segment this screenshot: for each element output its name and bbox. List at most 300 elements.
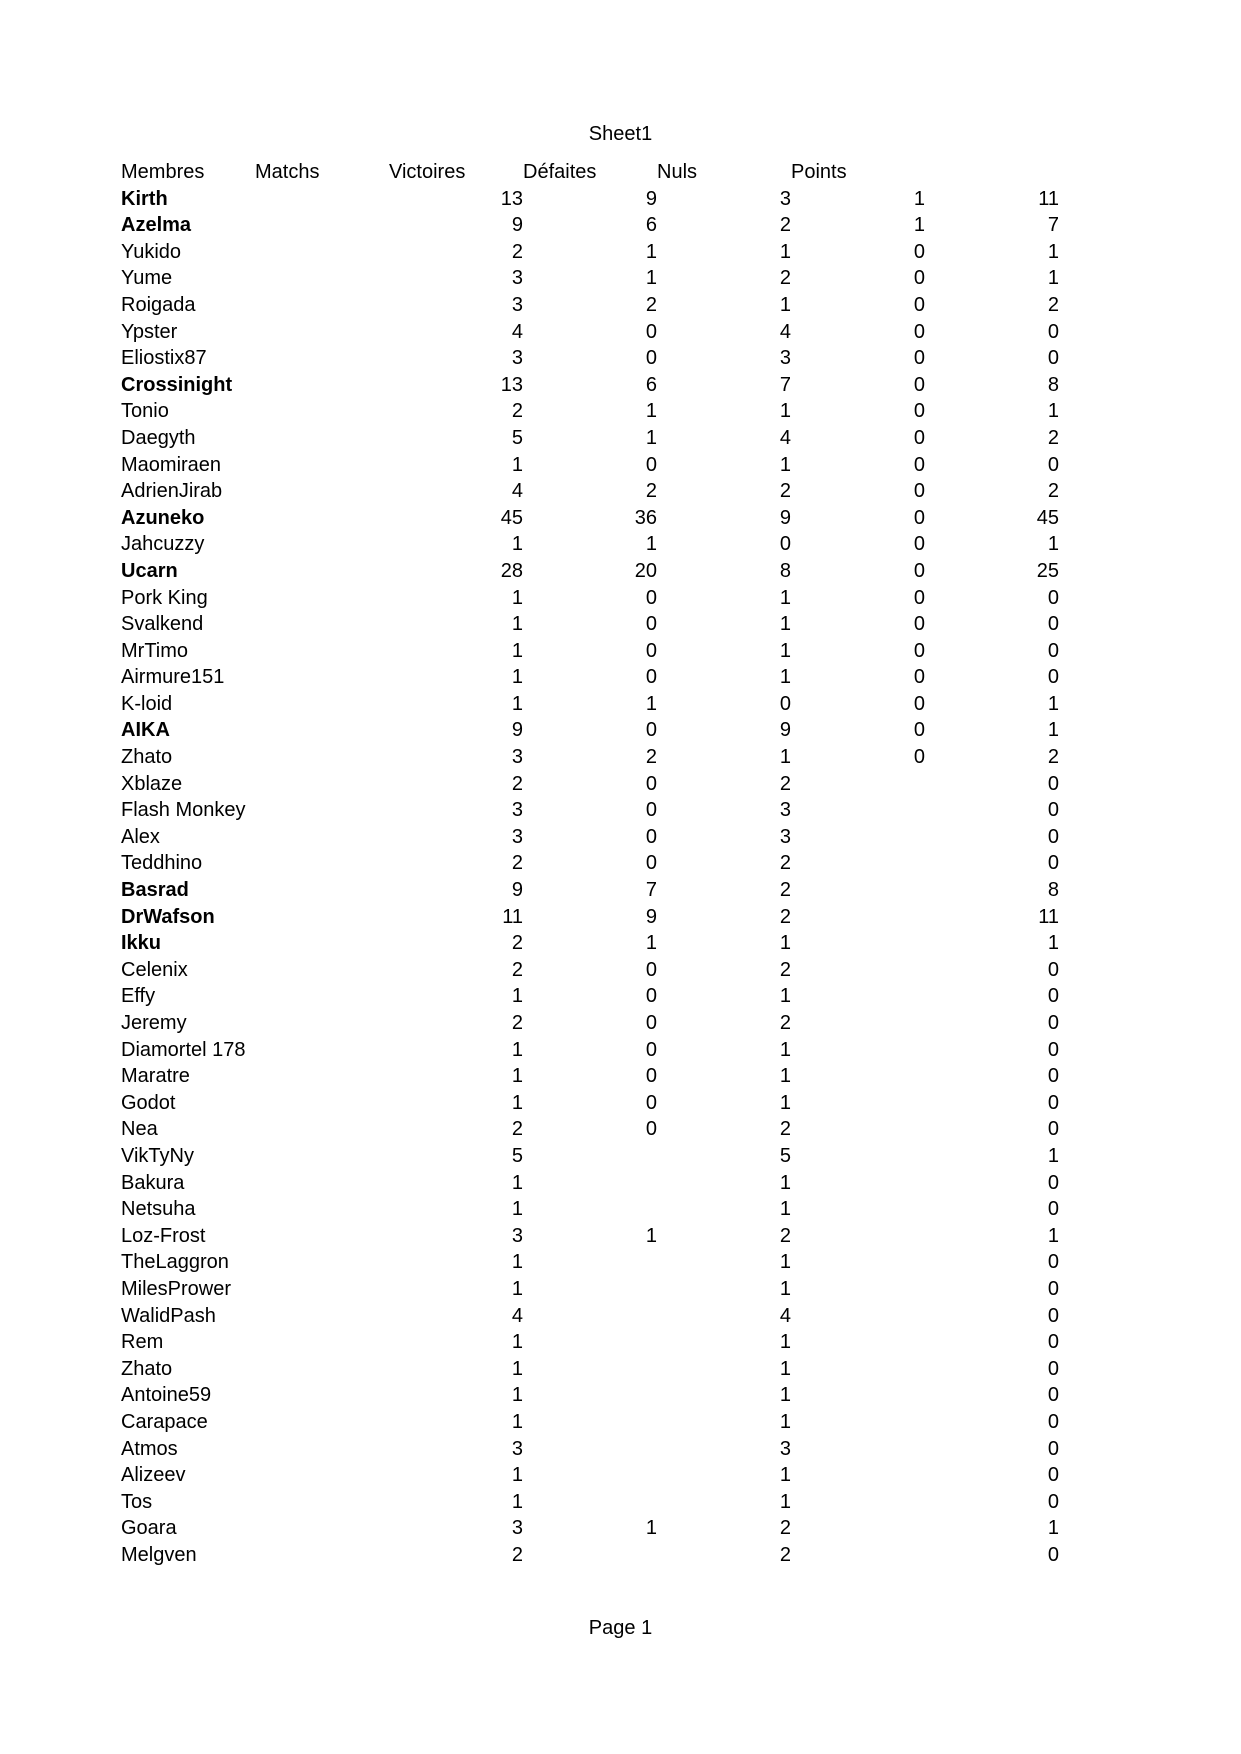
table-row: [121, 1170, 1059, 1197]
defaites-value: 1: [779, 1384, 791, 1407]
table-row: [121, 425, 1059, 452]
victoires-value: [523, 1436, 657, 1463]
member-name: Kirth: [121, 187, 168, 210]
empty-cell: [255, 638, 389, 665]
points-value: 0: [1047, 1277, 1059, 1300]
matchs-value: 1: [511, 1331, 523, 1354]
defaites-value: 1: [779, 1065, 791, 1088]
victoires-value: 1: [645, 692, 657, 715]
member-name: Bakura: [121, 1171, 185, 1194]
matchs-value: 3: [511, 293, 523, 316]
nuls-value: [791, 877, 925, 904]
points-value: 45: [1036, 506, 1059, 529]
table-row: [121, 664, 1059, 691]
matchs-value: 13: [500, 187, 523, 210]
empty-cell: [255, 850, 389, 877]
points-value: 1: [1047, 692, 1059, 715]
nuls-value: 0: [913, 347, 925, 370]
matchs-value: 13: [500, 373, 523, 396]
nuls-value: 0: [913, 719, 925, 742]
table-row: [121, 1409, 1059, 1436]
defaites-value: 1: [779, 586, 791, 609]
defaites-value: 9: [779, 506, 791, 529]
member-name: Flash Monkey: [121, 799, 246, 822]
table-row: [121, 239, 1059, 266]
nuls-value: [791, 1515, 925, 1542]
defaites-value: 1: [779, 1464, 791, 1487]
empty-cell: [255, 691, 389, 718]
table-row: [121, 398, 1059, 425]
nuls-value: [791, 824, 925, 851]
points-value: 0: [1047, 1357, 1059, 1380]
victoires-value: 20: [634, 559, 657, 582]
points-value: 0: [1047, 1464, 1059, 1487]
matchs-value: 5: [511, 1144, 523, 1167]
empty-cell: [255, 372, 389, 399]
member-name: Netsuha: [121, 1198, 196, 1221]
matchs-value: 3: [511, 347, 523, 370]
nuls-value: [791, 1329, 925, 1356]
empty-cell: [255, 930, 389, 957]
empty-cell: [255, 319, 389, 346]
nuls-value: [791, 1223, 925, 1250]
nuls-value: 0: [913, 293, 925, 316]
defaites-value: 1: [779, 240, 791, 263]
member-name: Yukido: [121, 240, 182, 263]
empty-cell: [255, 292, 389, 319]
matchs-value: 1: [511, 692, 523, 715]
matchs-value: 1: [511, 1490, 523, 1513]
nuls-value: 0: [913, 240, 925, 263]
nuls-value: [791, 983, 925, 1010]
matchs-value: 1: [511, 1277, 523, 1300]
table-row: [121, 904, 1059, 931]
points-value: 2: [1047, 293, 1059, 316]
points-value: 7: [1047, 214, 1059, 237]
points-value: 1: [1047, 267, 1059, 290]
points-value: 0: [1047, 453, 1059, 476]
points-value: 0: [1047, 958, 1059, 981]
nuls-value: 0: [913, 320, 925, 343]
points-value: 0: [1047, 772, 1059, 795]
victoires-value: [523, 1409, 657, 1436]
defaites-value: 1: [779, 1171, 791, 1194]
member-name: Maomiraen: [121, 453, 222, 476]
defaites-value: 1: [779, 1357, 791, 1380]
nuls-value: [791, 1462, 925, 1489]
points-value: 0: [1047, 1118, 1059, 1141]
member-name: DrWafson: [121, 905, 215, 928]
victoires-value: 1: [645, 1517, 657, 1540]
member-name: Jeremy: [121, 1012, 187, 1034]
matchs-value: 3: [511, 1437, 523, 1460]
empty-cell: [255, 1462, 389, 1489]
nuls-value: [791, 1436, 925, 1463]
points-value: 0: [1047, 852, 1059, 875]
member-name: AdrienJirab: [121, 480, 223, 503]
member-name: Azuneko: [121, 506, 205, 529]
points-value: 2: [1047, 480, 1059, 503]
table-row: [121, 824, 1059, 851]
victoires-value: [523, 1382, 657, 1409]
table-row: [121, 452, 1059, 479]
nuls-value: [791, 1303, 925, 1330]
member-name: Eliostix87: [121, 347, 207, 370]
nuls-value: [791, 797, 925, 824]
empty-cell: [255, 1436, 389, 1463]
defaites-value: 0: [779, 692, 791, 715]
victoires-value: [523, 1329, 657, 1356]
table-row: [121, 1489, 1059, 1516]
member-name: Atmos: [121, 1437, 178, 1460]
victoires-value: [523, 1303, 657, 1330]
defaites-value: 3: [779, 1437, 791, 1460]
member-name: Crossinight: [121, 373, 233, 396]
empty-cell: [255, 664, 389, 691]
defaites-value: 2: [779, 1543, 791, 1566]
victoires-value: 0: [645, 1065, 657, 1088]
victoires-value: [523, 1542, 657, 1569]
victoires-value: 0: [645, 772, 657, 795]
member-name: Yume: [121, 267, 173, 290]
defaites-value: 4: [779, 320, 791, 343]
table-row: [121, 797, 1059, 824]
member-name: Xblaze: [121, 772, 183, 795]
defaites-value: 2: [779, 958, 791, 981]
empty-cell: [255, 212, 389, 239]
matchs-value: 1: [511, 453, 523, 476]
matchs-value: 3: [511, 1517, 523, 1540]
matchs-value: 1: [511, 1464, 523, 1487]
points-value: 0: [1047, 1384, 1059, 1407]
empty-cell: [255, 505, 389, 532]
member-name: Carapace: [121, 1410, 208, 1433]
matchs-value: 3: [511, 1224, 523, 1247]
victoires-value: 1: [645, 240, 657, 263]
matchs-value: 1: [511, 586, 523, 609]
nuls-value: 0: [913, 533, 925, 556]
header-points: Points: [791, 161, 847, 183]
member-name: Tonio: [121, 400, 169, 423]
empty-cell: [255, 1356, 389, 1383]
table-row: [121, 771, 1059, 798]
nuls-value: 0: [913, 639, 925, 662]
victoires-value: 6: [645, 214, 657, 237]
victoires-value: 0: [645, 586, 657, 609]
empty-cell: [255, 1382, 389, 1409]
points-value: 2: [1047, 426, 1059, 449]
matchs-value: 2: [511, 240, 523, 263]
empty-cell: [255, 1409, 389, 1436]
defaites-value: 2: [779, 905, 791, 928]
table-row: [121, 877, 1059, 904]
member-name: Jahcuzzy: [121, 533, 205, 556]
member-name: Roigada: [121, 293, 196, 316]
empty-cell: [255, 983, 389, 1010]
empty-cell: [255, 824, 389, 851]
points-value: 0: [1047, 1437, 1059, 1460]
member-name: Nea: [121, 1118, 158, 1141]
points-value: 0: [1047, 1198, 1059, 1221]
member-name: Zhato: [121, 1357, 173, 1380]
table-row: [121, 1143, 1059, 1170]
nuls-value: [791, 850, 925, 877]
empty-cell: [255, 1276, 389, 1303]
defaites-value: 7: [779, 373, 791, 396]
victoires-value: 6: [645, 373, 657, 396]
member-name: Airmure151: [121, 666, 225, 689]
defaites-value: 9: [779, 719, 791, 742]
member-name: Teddhino: [121, 852, 203, 875]
member-name: Tos: [121, 1490, 153, 1513]
nuls-value: [791, 1143, 925, 1170]
empty-cell: [255, 1303, 389, 1330]
nuls-value: 0: [913, 613, 925, 636]
defaites-value: 1: [779, 453, 791, 476]
defaites-value: 3: [779, 825, 791, 848]
nuls-value: [791, 904, 925, 931]
victoires-value: 0: [645, 825, 657, 848]
nuls-value: [791, 1037, 925, 1064]
points-value: 0: [1047, 586, 1059, 609]
nuls-value: [791, 771, 925, 798]
member-name: Basrad: [121, 879, 189, 902]
empty-cell: [255, 1329, 389, 1356]
empty-cell: [255, 265, 389, 292]
defaites-value: 2: [779, 1517, 791, 1540]
member-name: WalidPash: [121, 1304, 216, 1327]
defaites-value: 1: [779, 746, 791, 769]
defaites-value: 2: [779, 852, 791, 875]
table-row: [121, 1356, 1059, 1383]
matchs-value: 1: [511, 1357, 523, 1380]
points-value: 0: [1047, 1410, 1059, 1433]
member-name: Pork King: [121, 586, 208, 609]
table-row: [121, 1249, 1059, 1276]
victoires-value: 1: [645, 932, 657, 955]
victoires-value: 9: [645, 187, 657, 210]
empty-cell: [255, 1063, 389, 1090]
table-row: [121, 744, 1059, 771]
table-row: [121, 638, 1059, 665]
victoires-value: 1: [645, 1224, 657, 1247]
defaites-value: 3: [779, 347, 791, 370]
nuls-value: [791, 1063, 925, 1090]
points-value: 0: [1047, 666, 1059, 689]
points-value: 0: [1047, 1012, 1059, 1034]
nuls-value: 0: [913, 400, 925, 423]
table-row: [121, 1276, 1059, 1303]
member-name: VikTyNy: [121, 1144, 194, 1167]
defaites-value: 1: [779, 293, 791, 316]
empty-cell: [255, 1143, 389, 1170]
table-row: [121, 1303, 1059, 1330]
defaites-value: 1: [779, 639, 791, 662]
points-value: 8: [1047, 373, 1059, 396]
points-value: 0: [1047, 1171, 1059, 1194]
member-name: Rem: [121, 1331, 164, 1354]
victoires-value: 0: [645, 799, 657, 822]
member-name: Antoine59: [121, 1384, 212, 1407]
points-value: 1: [1047, 400, 1059, 423]
points-value: 0: [1047, 639, 1059, 662]
victoires-value: 9: [645, 905, 657, 928]
member-name: Ikku: [121, 932, 162, 955]
nuls-value: 0: [913, 453, 925, 476]
nuls-value: [791, 1090, 925, 1117]
empty-cell: [255, 398, 389, 425]
table-row: [121, 1329, 1059, 1356]
victoires-value: 0: [645, 347, 657, 370]
victoires-value: 0: [645, 666, 657, 689]
header-empty: [925, 159, 1059, 186]
victoires-value: 0: [645, 613, 657, 636]
matchs-value: 9: [511, 879, 523, 902]
points-value: 0: [1047, 985, 1059, 1008]
victoires-value: 2: [645, 293, 657, 316]
points-value: 11: [1038, 187, 1059, 210]
nuls-value: [791, 930, 925, 957]
defaites-value: 1: [779, 1251, 791, 1274]
empty-cell: [255, 1170, 389, 1197]
matchs-value: 1: [511, 1410, 523, 1433]
member-name: Ucarn: [121, 559, 178, 582]
empty-cell: [255, 771, 389, 798]
points-value: 0: [1047, 1304, 1059, 1327]
matchs-value: 1: [511, 613, 523, 636]
empty-cell: [255, 239, 389, 266]
table-row: [121, 1063, 1059, 1090]
matchs-value: 2: [511, 932, 523, 955]
defaites-value: 0: [779, 533, 791, 556]
matchs-value: 4: [511, 1304, 523, 1327]
points-value: 1: [1047, 1517, 1059, 1540]
nuls-value: 0: [913, 506, 925, 529]
victoires-value: 0: [645, 639, 657, 662]
empty-cell: [255, 425, 389, 452]
table-row: [121, 691, 1059, 718]
nuls-value: [791, 1409, 925, 1436]
victoires-value: 0: [645, 1118, 657, 1141]
matchs-value: 1: [511, 639, 523, 662]
table-body: [121, 186, 1059, 1569]
defaites-value: 2: [779, 879, 791, 902]
matchs-value: 2: [511, 1118, 523, 1141]
member-name: Alizeev: [121, 1464, 186, 1487]
points-value: 0: [1047, 1091, 1059, 1114]
defaites-value: 1: [779, 1038, 791, 1061]
member-name: K-loid: [121, 692, 173, 715]
member-name: AIKA: [121, 719, 170, 742]
matchs-value: 2: [511, 1543, 523, 1566]
empty-cell: [255, 1116, 389, 1143]
table-row: [121, 345, 1059, 372]
header-defaites: Défaites: [523, 161, 597, 183]
points-value: 8: [1047, 879, 1059, 902]
points-value: 0: [1047, 347, 1059, 370]
table-row: [121, 1382, 1059, 1409]
nuls-value: 0: [913, 426, 925, 449]
defaites-value: 3: [779, 799, 791, 822]
victoires-value: 0: [645, 719, 657, 742]
table-row: [121, 478, 1059, 505]
member-name: Maratre: [121, 1065, 190, 1088]
table-row: [121, 585, 1059, 612]
empty-cell: [255, 452, 389, 479]
victoires-value: [523, 1489, 657, 1516]
points-value: 0: [1047, 1543, 1059, 1566]
member-name: Svalkend: [121, 613, 204, 636]
defaites-value: 1: [779, 1198, 791, 1221]
matchs-value: 3: [511, 799, 523, 822]
nuls-value: 0: [913, 692, 925, 715]
table-row: [121, 1515, 1059, 1542]
victoires-value: 0: [645, 1038, 657, 1061]
table-row: [121, 1037, 1059, 1064]
matchs-value: 2: [511, 772, 523, 795]
matchs-value: 1: [511, 1038, 523, 1061]
points-value: 25: [1036, 559, 1059, 582]
matchs-value: 11: [502, 905, 523, 928]
points-value: 2: [1047, 746, 1059, 769]
member-name: Alex: [121, 825, 160, 848]
defaites-value: 4: [779, 426, 791, 449]
nuls-value: [791, 957, 925, 984]
matchs-value: 1: [511, 1384, 523, 1407]
member-name: Ypster: [121, 320, 178, 343]
defaites-value: 8: [779, 559, 791, 582]
matchs-value: 3: [511, 267, 523, 290]
defaites-value: 1: [779, 1091, 791, 1114]
table-row: [121, 186, 1059, 213]
nuls-value: 0: [913, 559, 925, 582]
victoires-value: 0: [645, 958, 657, 981]
points-value: 0: [1047, 320, 1059, 343]
matchs-value: 1: [511, 666, 523, 689]
points-value: 0: [1047, 1490, 1059, 1513]
table-row: [121, 611, 1059, 638]
victoires-value: 0: [645, 985, 657, 1008]
victoires-value: 0: [645, 453, 657, 476]
member-name: Melgven: [121, 1543, 197, 1566]
table-row: [121, 265, 1059, 292]
empty-cell: [255, 1542, 389, 1569]
member-name: TheLaggron: [121, 1251, 229, 1274]
nuls-value: 1: [913, 187, 925, 210]
victoires-value: 2: [645, 480, 657, 503]
matchs-value: 4: [511, 320, 523, 343]
header-membres: Membres: [121, 161, 205, 183]
matchs-value: 1: [511, 1091, 523, 1114]
table-row: [121, 531, 1059, 558]
matchs-value: 2: [511, 852, 523, 875]
nuls-value: 0: [913, 373, 925, 396]
matchs-value: 1: [511, 533, 523, 556]
table-row: [121, 505, 1059, 532]
points-value: 1: [1047, 1144, 1059, 1167]
nuls-value: 0: [913, 480, 925, 503]
victoires-value: [523, 1356, 657, 1383]
matchs-value: 3: [511, 825, 523, 848]
matchs-value: 45: [500, 506, 523, 529]
defaites-value: 1: [779, 1490, 791, 1513]
table-row: [121, 1116, 1059, 1143]
nuls-value: [791, 1276, 925, 1303]
points-value: 0: [1047, 1251, 1059, 1274]
matchs-value: 1: [511, 1198, 523, 1221]
victoires-value: 0: [645, 1012, 657, 1034]
member-name: MilesPrower: [121, 1277, 232, 1300]
